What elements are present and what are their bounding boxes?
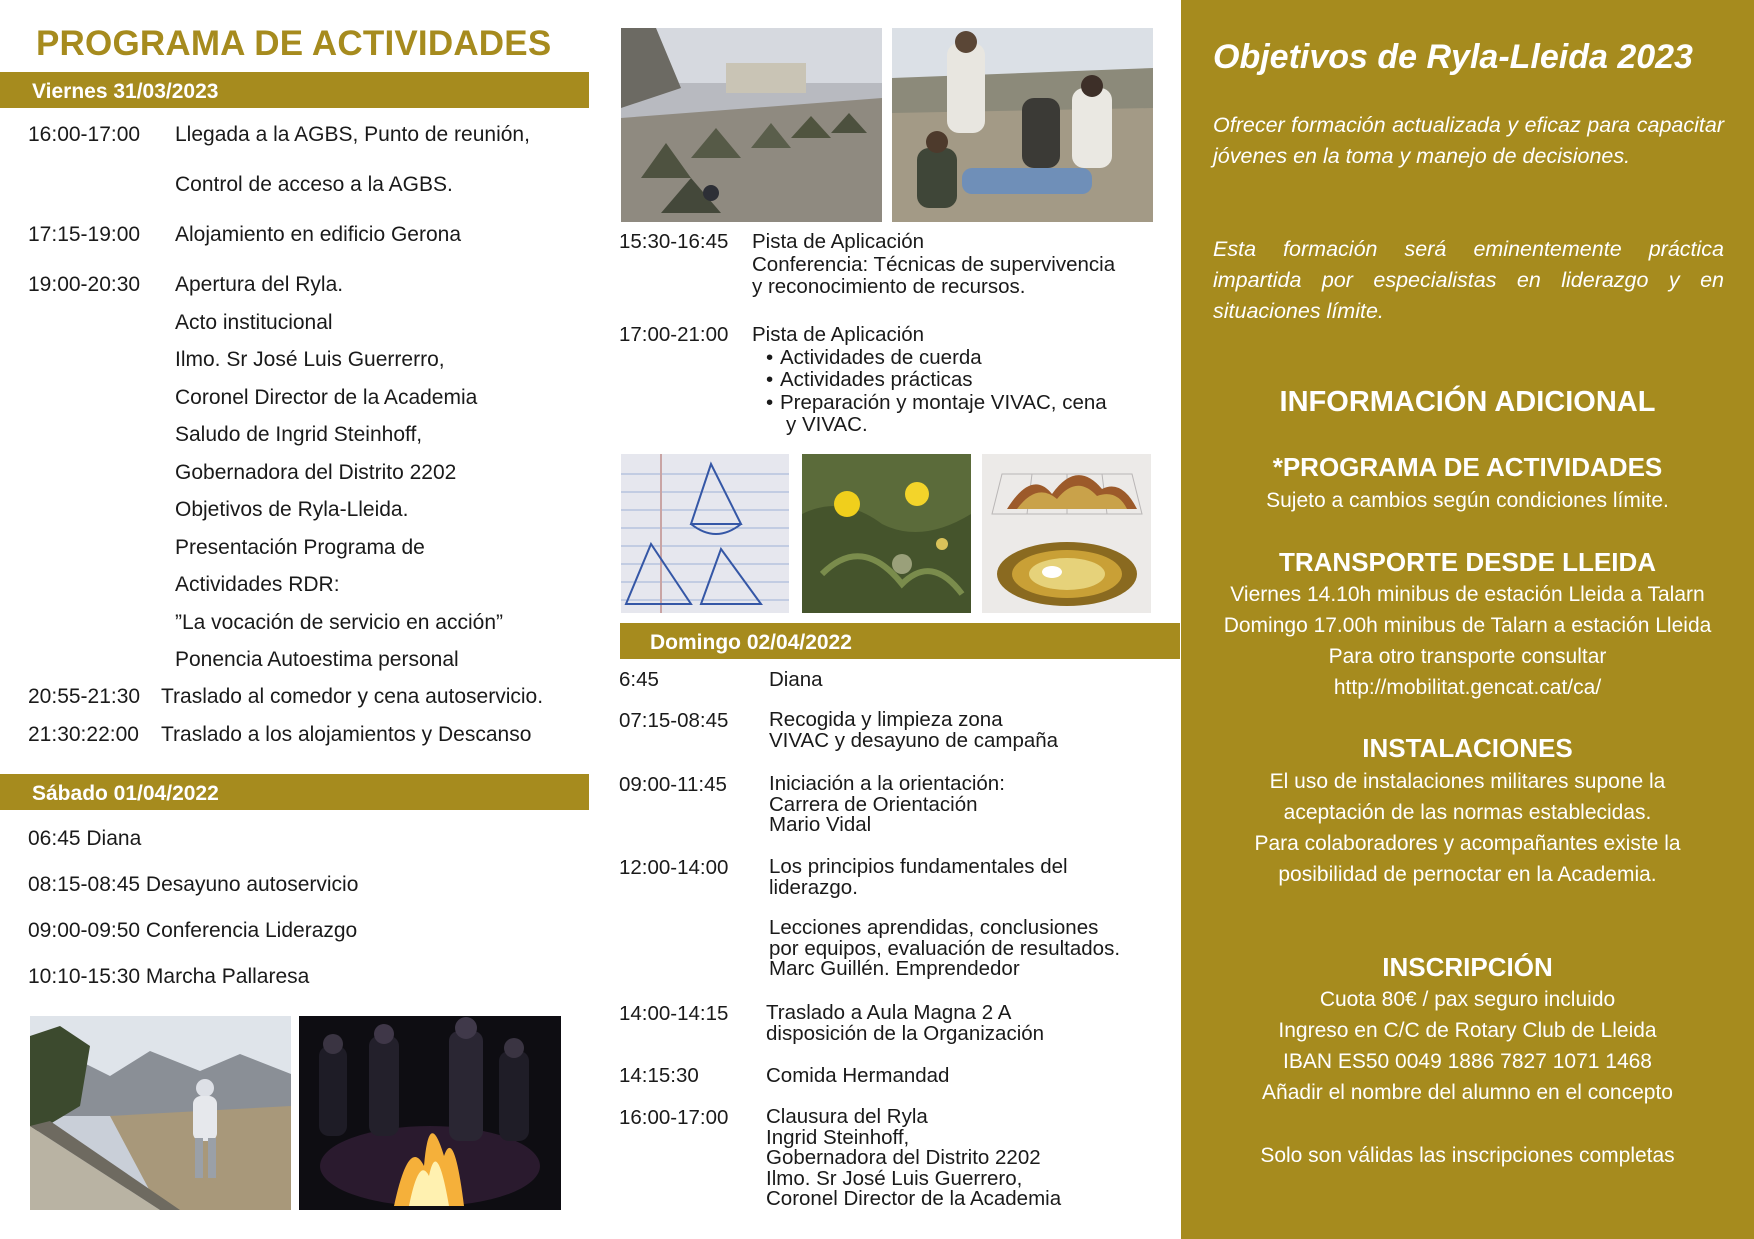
activity-line: Alojamiento en edificio Gerona xyxy=(175,223,462,246)
day-header-sabado: Sábado 01/04/2022 xyxy=(0,774,589,810)
transport-line: Viernes 14.10h minibus de estación Lleida a Talarn xyxy=(1230,583,1705,606)
activity-line: y reconocimiento de recursos. xyxy=(752,275,1026,298)
activity-line: VIVAC y desayuno de campaña xyxy=(769,728,1059,752)
activity-line: Ingrid Steinhoff, xyxy=(766,1125,910,1149)
activity-line: Traslado a los alojamientos y Descanso xyxy=(161,722,532,746)
viernes-schedule xyxy=(28,116,588,676)
program-note-title: *PROGRAMA DE ACTIVIDADES xyxy=(1272,452,1663,482)
activity-line: Mario Vidal xyxy=(769,813,872,836)
activity-line: Lecciones aprendidas, conclusiones xyxy=(769,916,1099,939)
activity-line: Ilmo. Sr José Luis Guerrerro, xyxy=(175,348,445,371)
photo-notebook-sketch xyxy=(621,454,789,613)
domingo-item xyxy=(619,710,1179,760)
activity-line: Conferencia: Técnicas de supervivencia xyxy=(752,252,1116,276)
facilities-line: aceptación de las normas establecidas. xyxy=(1283,801,1652,824)
time-label: 09:00-11:45 xyxy=(619,773,727,796)
activity-line: por equipos, evaluación de resultados. xyxy=(769,936,1121,960)
viernes-evening xyxy=(28,678,588,758)
activity-line: Iniciación a la orientación: xyxy=(769,772,1005,795)
activity-line: Diana xyxy=(769,668,823,691)
transport-link[interactable]: http://mobilitat.gencat.cat/ca/ xyxy=(1333,676,1602,699)
objectives-title: Objetivos de Ryla-Lleida 2023 xyxy=(1213,38,1693,76)
time-label: 21:30:22:00 xyxy=(28,722,139,746)
transport-title: TRANSPORTE DESDE LLEIDA xyxy=(1278,547,1657,577)
registration-title: INSCRIPCIÓN xyxy=(1382,952,1553,982)
additional-info-title: INFORMACIÓN ADICIONAL xyxy=(1279,386,1656,418)
facilities-line: posibilidad de pernoctar en la Academia. xyxy=(1278,863,1657,886)
activity-block xyxy=(766,1107,1061,1210)
time-label: 16:00-17:00 xyxy=(619,1106,729,1129)
bullet-item: • Preparación y montaje VIVAC, cena xyxy=(766,392,1107,415)
facilities-title: INSTALACIONES xyxy=(1362,733,1573,763)
activity-block xyxy=(769,857,1120,980)
activity-line: Traslado a Aula Magna 2 A xyxy=(766,1001,1012,1024)
transport-line: Domingo 17.00h minibus de Talarn a estación Lleida xyxy=(1223,614,1712,637)
activity-line: Marc Guillén. Emprendedor xyxy=(769,957,1020,980)
activity-line: Recogida y limpieza zona xyxy=(769,708,1003,731)
facilities-line: Para colaboradores y acompañantes existe la xyxy=(1254,832,1681,855)
activity-line: Pista de Aplicación xyxy=(752,323,925,346)
photo-topographic-model xyxy=(982,454,1151,613)
activity-line: Presentación Programa de xyxy=(175,535,425,559)
activity-block xyxy=(752,324,1107,437)
activity-line: Ilmo. Sr José Luis Guerrero, xyxy=(766,1166,1023,1190)
activity-line: Llegada a la AGBS, Punto de reunión, xyxy=(175,123,530,146)
activity-line: Ponencia Autoestima personal xyxy=(175,648,459,671)
registration-footer: Solo son válidas las inscripciones completas xyxy=(1260,1144,1675,1167)
time-label: 16:00-17:00 xyxy=(28,123,141,146)
bullet-item: • Actividades de cuerda xyxy=(766,347,1107,370)
time-label: 20:55-21:30 xyxy=(28,685,141,708)
photo-march-hiker xyxy=(30,1016,291,1210)
sabado-item: 06:45 Diana xyxy=(28,827,142,850)
activity-block xyxy=(752,231,1115,299)
time-label: 12:00-14:00 xyxy=(619,856,729,879)
activity-block xyxy=(769,774,1005,836)
activity-line: Coronel Director de la Academia xyxy=(766,1187,1062,1210)
registration-line: Ingreso en C/C de Rotary Club de Lleida xyxy=(1278,1019,1657,1042)
registration-line: Cuota 80€ / pax seguro incluido xyxy=(1319,988,1616,1011)
activity-line: Gobernadora del Distrito 2202 xyxy=(766,1146,1041,1169)
activity-line: Pista de Aplicación xyxy=(752,230,925,253)
activity-line: liderazgo. xyxy=(769,875,858,899)
time-label: 17:15-19:00 xyxy=(28,223,141,246)
activity-block xyxy=(769,710,1058,751)
photo-campfire xyxy=(299,1016,561,1210)
time-label: 17:00-21:00 xyxy=(619,323,729,346)
activity-line: disposición de la Organización xyxy=(766,1021,1045,1045)
bullet-continuation: y VIVAC. xyxy=(786,413,868,436)
time-label: 14:00-14:15 xyxy=(619,1002,729,1025)
domingo-item xyxy=(619,669,1179,699)
sabado-item: 08:15-08:45 Desayuno autoservicio xyxy=(28,873,359,896)
domingo-item xyxy=(619,774,1179,844)
activity-line: Saludo de Ingrid Steinhoff, xyxy=(175,423,423,446)
time-label: 19:00-20:30 xyxy=(28,273,141,296)
activity-block xyxy=(766,1003,1044,1044)
bullet-item: • Actividades prácticas xyxy=(766,369,1107,392)
activity-line: Acto institucional xyxy=(175,310,333,334)
activity-line: ”La vocación de servicio en acción” xyxy=(175,610,504,634)
domingo-item xyxy=(619,857,1179,987)
photo-first-aid-training xyxy=(892,28,1153,222)
registration-line: Añadir el nombre del alumno en el concepto xyxy=(1262,1081,1673,1104)
time-label: 15:30-16:45 xyxy=(619,230,729,253)
sabado-item: 09:00-09:50 Conferencia Liderazgo xyxy=(28,919,358,942)
sabado-afternoon-item xyxy=(619,231,1179,301)
activity-line: Apertura del Ryla. xyxy=(175,273,344,296)
program-note: Sujeto a cambios según condiciones límite. xyxy=(1266,489,1669,512)
activity-line: Carrera de Orientación xyxy=(769,792,978,816)
photo-dandelions xyxy=(802,454,971,613)
activity-line: Control de acceso a la AGBS. xyxy=(175,173,453,196)
time-label: 6:45 xyxy=(619,668,659,691)
activity-line: Clausura del Ryla xyxy=(766,1105,928,1128)
activity-line: Coronel Director de la Academia xyxy=(175,385,478,409)
program-title: PROGRAMA DE ACTIVIDADES xyxy=(36,24,552,63)
activity-line: Actividades RDR: xyxy=(175,573,340,596)
time-label: 14:15:30 xyxy=(619,1064,699,1087)
activity-line: Traslado al comedor y cena autoservicio. xyxy=(161,685,544,708)
day-header-domingo: Domingo 02/04/2022 xyxy=(620,623,1180,659)
activity-line: Comida Hermandad xyxy=(766,1064,950,1087)
objectives-paragraph: Esta formación será eminentemente práctica impartida por especialistas en liderazgo y en situaciones límite. xyxy=(1213,237,1724,323)
activity-line: Los principios fundamentales del xyxy=(769,855,1068,878)
facilities-line: El uso de instalaciones militares supone la xyxy=(1269,770,1666,793)
time-label: 07:15-08:45 xyxy=(619,709,729,732)
photo-camp-tents xyxy=(621,28,882,222)
registration-line: IBAN ES50 0049 1886 7827 1071 1468 xyxy=(1283,1050,1652,1073)
transport-line: Para otro transporte consultar xyxy=(1328,645,1607,668)
domingo-item xyxy=(619,1107,1179,1217)
day-header-viernes: Viernes 31/03/2023 xyxy=(0,72,589,108)
activity-line: Objetivos de Ryla-Lleida. xyxy=(175,498,409,521)
sabado-item: 10:10-15:30 Marcha Pallaresa xyxy=(28,965,310,988)
activity-line: Gobernadora del Distrito 2202 xyxy=(175,460,457,484)
sabado-afternoon-item xyxy=(619,324,1179,444)
domingo-item xyxy=(619,1003,1179,1053)
objectives-paragraph: Ofrecer formación actualizada y eficaz para capacitar jóvenes en la toma y manejo de decisiones. xyxy=(1213,113,1724,168)
domingo-item xyxy=(619,1065,1179,1095)
info-panel xyxy=(1181,0,1754,1239)
